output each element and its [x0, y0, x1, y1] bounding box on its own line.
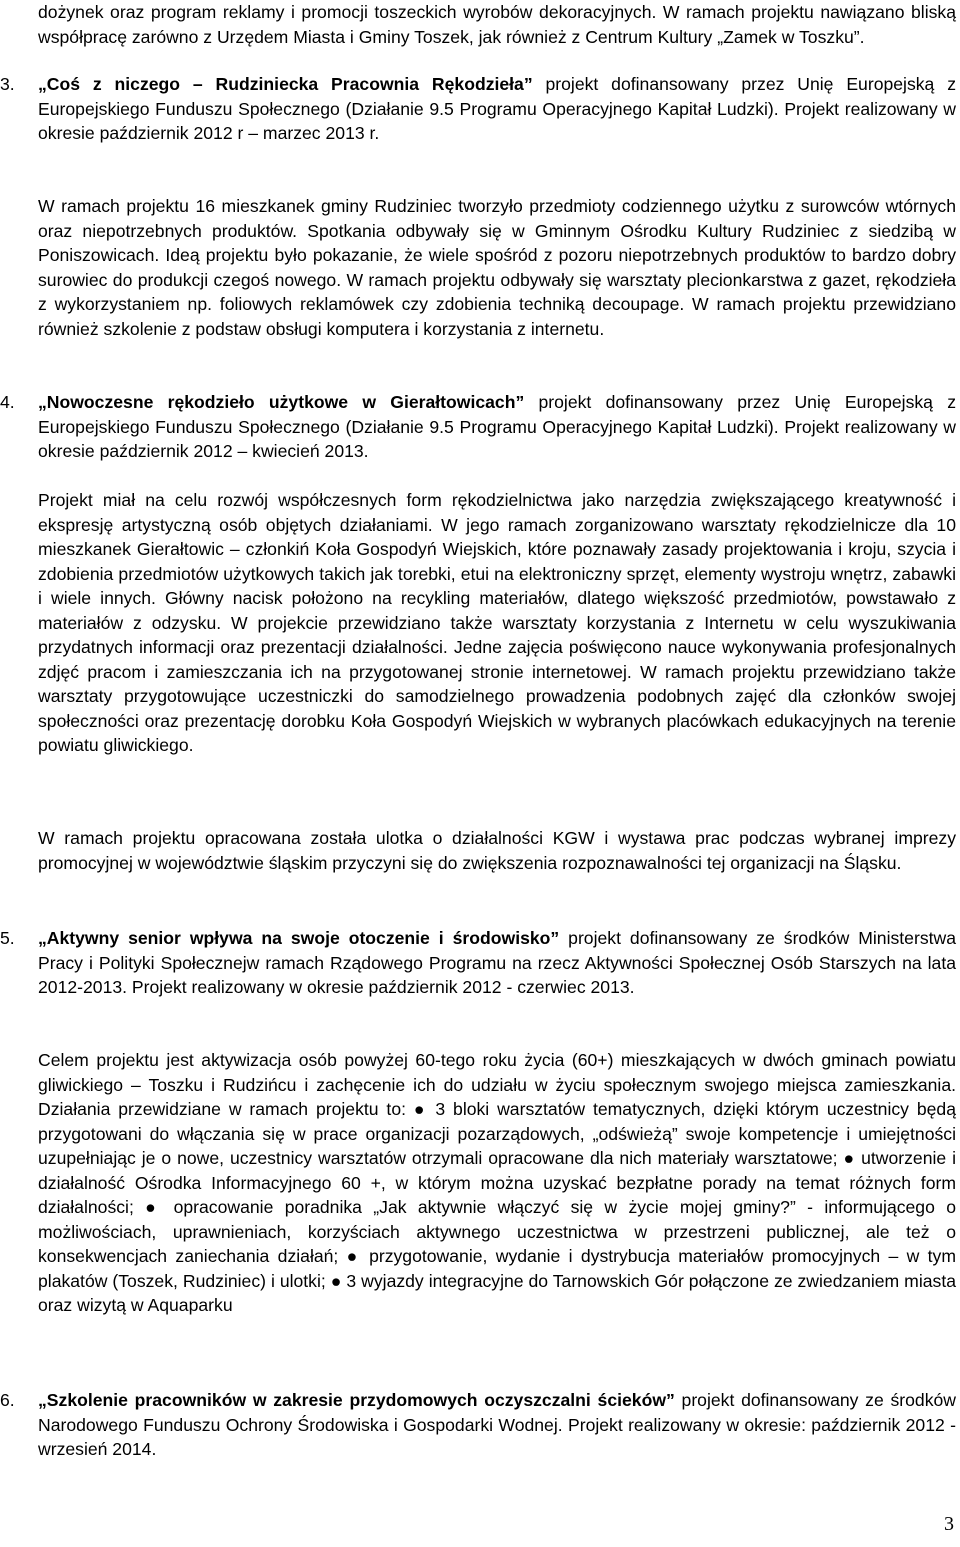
- item-heading: [38, 72, 956, 146]
- item-paragraph: W ramach projektu 16 mieszkanek gminy Rudziniec tworzyło przedmioty codziennego użytku z surowców wtórnych oraz niepotrzebnych produktów. Spotkania odbywały się w Gminnym Ośrodku Kultury Rudziniec z siedzibą w Poniszowicach. Ideą projektu było pokazanie, że wiele spośród z pozoru niepotrzebnych produktów to bardzo dobry surowiec do produkcji czegoś nowego. W ramach projektu odbywały się warsztaty plecionkarstwa z gazet, rękodzieła z wykorzystaniem np. foliowych reklamówek czy zdobienia techniką decoupage. W ramach projektu przewidziano również szkolenie z podstaw obsługi komputera i korzystania z internetu.: [38, 196, 956, 339]
- item-number: 5.: [0, 928, 15, 948]
- item-paragraph: W ramach projektu opracowana została ulotka o działalności KGW i wystawa prac podczas wybranej imprezy promocyjnej w województwie śląskim przyczyni się do zwiększenia rozpoznawalności tej organizacji na Śląsku.: [38, 828, 956, 873]
- item-description: projekt dofinansowany ze środków Narodowego Funduszu Ochrony Środowiska i Gospodarki Wodnej. Projekt realizowany w okresie: październik 2012 - wrzesień 2014.: [38, 1390, 956, 1459]
- item-description: projekt dofinansowany ze środków Ministerstwa Pracy i Polityki Społecznejw ramach Rządowego Programu na rzecz Aktywności Społecznej Osób Starszych na lata 2012-2013. Projekt realizowany w okresie październik 2012 - czerwiec 2013.: [38, 928, 957, 997]
- item-title: „Coś z niczego – Rudziniecka Pracownia Rękodzieła”: [38, 74, 533, 94]
- item-paragraph: Projekt miał na celu rozwój współczesnych form rękodzielnictwa jako narzędzia zwiększającego kreatywność i ekspresję artystyczną osób objętych działaniami. W jego ramach zorganizowano warsztaty rękodzielnicze dla 10 mieszkanek Gierałtowic – członkiń Koła Gospodyń Wiejskich, które poznawały zasady projektowania i kroju, szycia i zdobienia przedmiotów użytkowych takich jak torebki, etui na elektroniczny sprzęt, elementy wystroju wnętrz, zabawki i wiele innych. Główny nacisk położono na recykling materiałów, dlatego większość przedmiotów, powstawało z materiałów z odzysku. W projekcie przewidziano także warsztaty korzystania z Internetu w celu wyszukiwania przydatnych informacji oraz prezentacji działalności. Jedne zajęcia poświęcono nauce wykonywania profesjonalnych zdjęć pracom i zamieszczania ich na przygotowanej stronie internetowej. W ramach projektu przewidziano także warsztaty przygotowujące uczestniczki do samodzielnego prowadzenia podobnych zajęć dla członków swojej społeczności oraz prezentację dorobku Koła Gospodyń Wiejskich w wybranych placówkach edukacyjnych na terenie powiatu gliwickiego.: [38, 490, 956, 755]
- item-title: „Aktywny senior wpływa na swoje otoczenie i środowisko”: [38, 928, 560, 948]
- item-heading: [38, 1388, 956, 1462]
- item-title: „Szkolenie pracowników w zakresie przydomowych oczyszczalni ścieków”: [38, 1390, 675, 1410]
- item-number: 4.: [0, 392, 15, 412]
- item-heading: [38, 390, 956, 464]
- item-heading: [38, 926, 956, 1000]
- item-paragraph: Celem projektu jest aktywizacja osób powyżej 60-tego roku życia (60+) mieszkających w dwóch gminach powiatu gliwickiego – Toszku i Rudzińcu i zachęcenie ich do udziału w życiu społecznym swojego miejsca zamieszkania. Działania przewidziane w ramach projektu to: ● 3 bloki warsztatów tematycznych, dzięki którym uczestnicy będą przygotowani do włączania się w prace organizacji pozarządowych, „odświeżą” swoje kompetencje i umiejętności uzupełniając je o nowe, uczestnicy warsztatów otrzymali opracowane dla nich materiały warsztatowe; ● utworzenie i działalność Ośrodka Informacyjnego 60 +, w którym można uzyskać bezpłatne porady na temat różnych form działalności; ● opracowanie poradnika „Jak aktywnie włączyć się w życie mojej gminy?” - informującego o możliwościach, uprawnieniach, korzyściach aktywnego uczestnictwa w przestrzeni publicznej, ale też o konsekwencjach zaniechania działań; ● przygotowanie, wydanie i dystrybucja materiałów promocyjnych – w tym plakatów (Toszek, Rudziniec) i ulotki; ● 3 wyjazdy integracyjne do Tarnowskich Gór połączone ze zwiedzaniem miasta oraz wizytą w Aquaparku: [38, 1050, 956, 1315]
- item-title: „Nowoczesne rękodzieło użytkowe w Gierałtowicach”: [38, 392, 525, 412]
- item-description: projekt dofinansowany przez Unię Europejską z Europejskiego Funduszu Społecznego (Działanie 9.5 Programu Operacyjnego Kapitał Ludzki). Projekt realizowany w okresie październik 2012 – kwiecień 2013.: [38, 392, 956, 461]
- item-number: 3.: [0, 74, 15, 94]
- intro-paragraph: dożynek oraz program reklamy i promocji toszeckich wyrobów dekoracyjnych. W ramach projektu nawiązano bliską współpracę zarówno z Urzędem Miasta i Gminy Toszek, jak również z Centrum Kultury „Zamek w Toszku”.: [38, 2, 956, 47]
- item-description: projekt dofinansowany przez Unię Europejską z Europejskiego Funduszu Społecznego (Działanie 9.5 Programu Operacyjnego Kapitał Ludzki). Projekt realizowany w okresie październik 2012 r – marzec 2013 r.: [38, 74, 956, 143]
- item-number: 6.: [0, 1390, 15, 1410]
- page-number: 3: [944, 1513, 954, 1535]
